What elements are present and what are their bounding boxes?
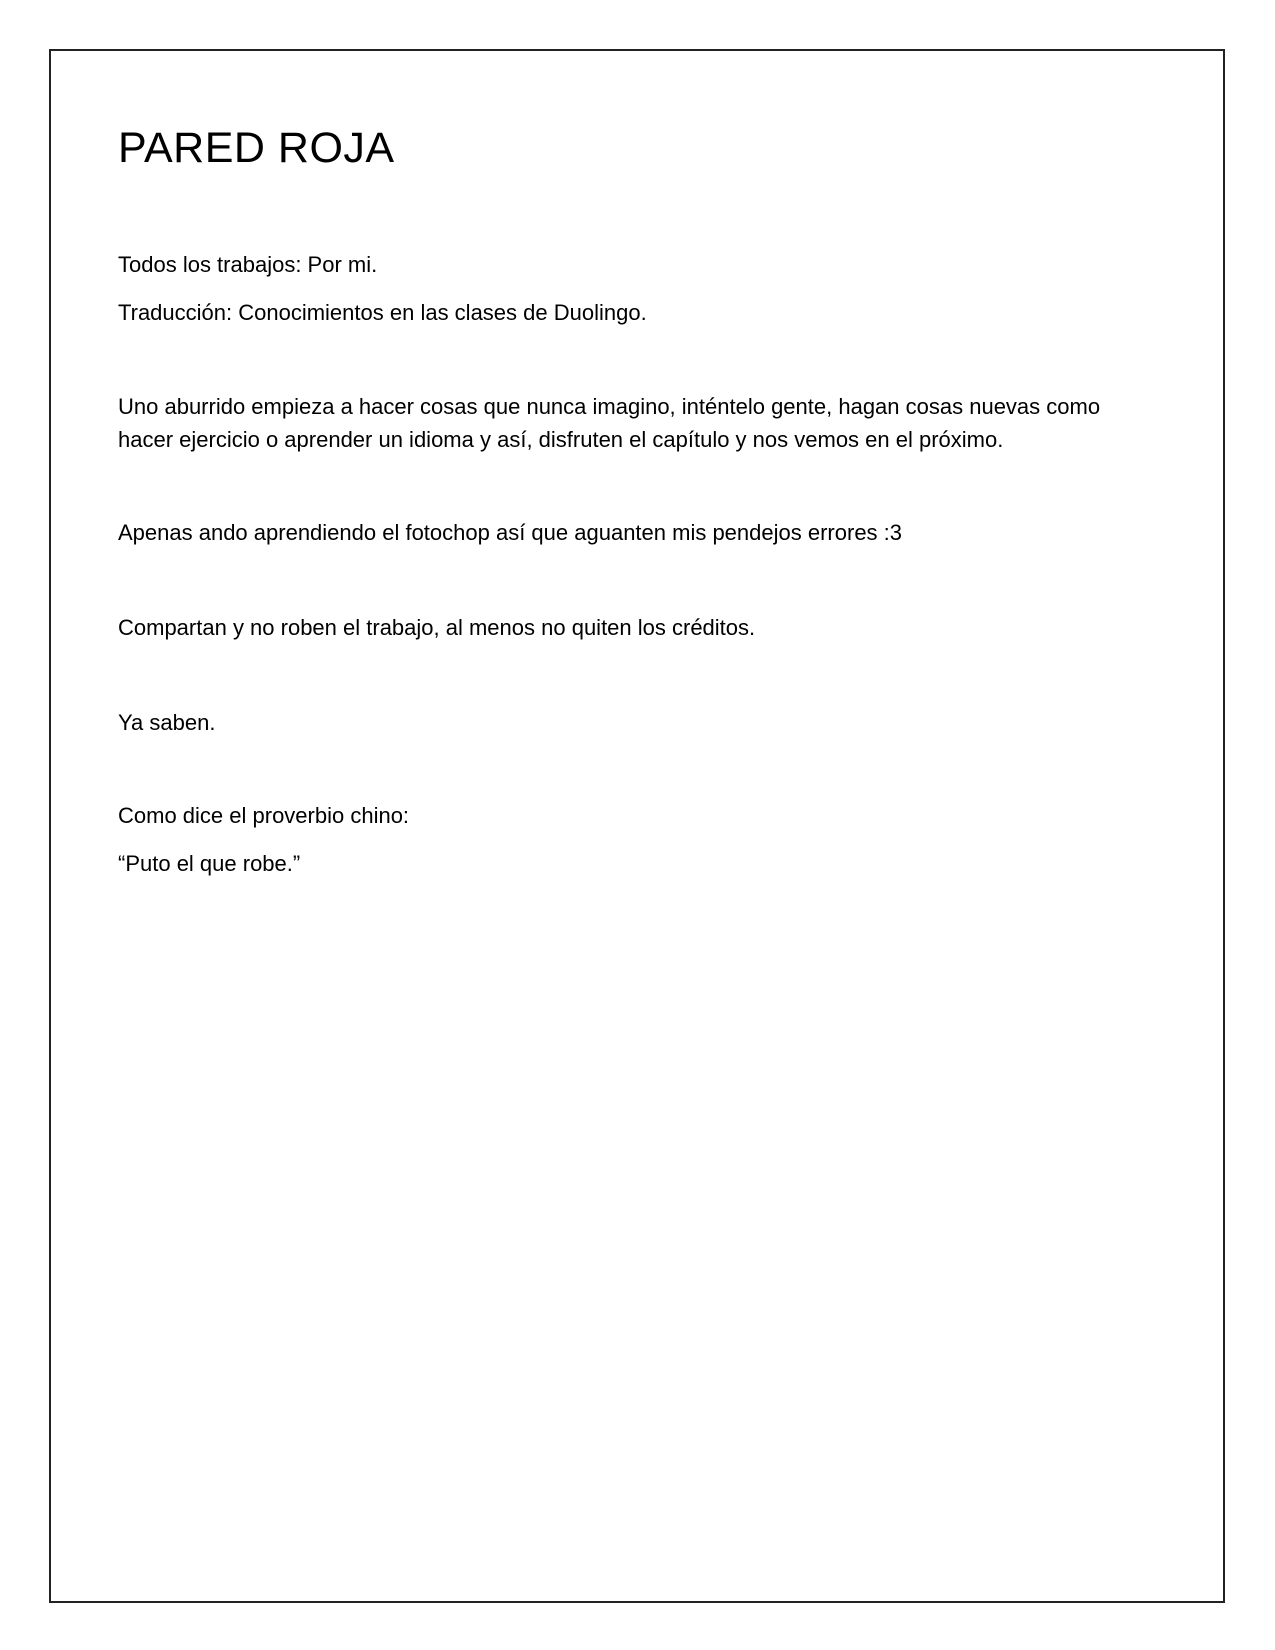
ya-saben-text: Ya saben. — [118, 710, 216, 735]
intro-paragraph: Uno aburrido empieza a hacer cosas que nunca imagino, inténtelo gente, hagan cosas nuevas como hacer ejercicio o aprender un idioma y así, disfruten el capítulo y nos vemos en el próximo. — [118, 394, 1101, 452]
photoshop-note: Apenas ando aprendiendo el fotochop así que aguanten mis pendejos errores :3 — [118, 520, 903, 545]
proverb-quote: “Puto el que robe.” — [118, 851, 301, 876]
page-title: PARED ROJA — [118, 124, 395, 172]
proverb-intro: Como dice el proverbio chino: — [118, 803, 410, 828]
share-note: Compartan y no roben el trabajo, al menos no quiten los créditos. — [118, 615, 756, 640]
credits-works: Todos los trabajos: Por mi. — [118, 252, 378, 277]
credits-translation: Traducción: Conocimientos en las clases de Duolingo. — [118, 300, 647, 325]
